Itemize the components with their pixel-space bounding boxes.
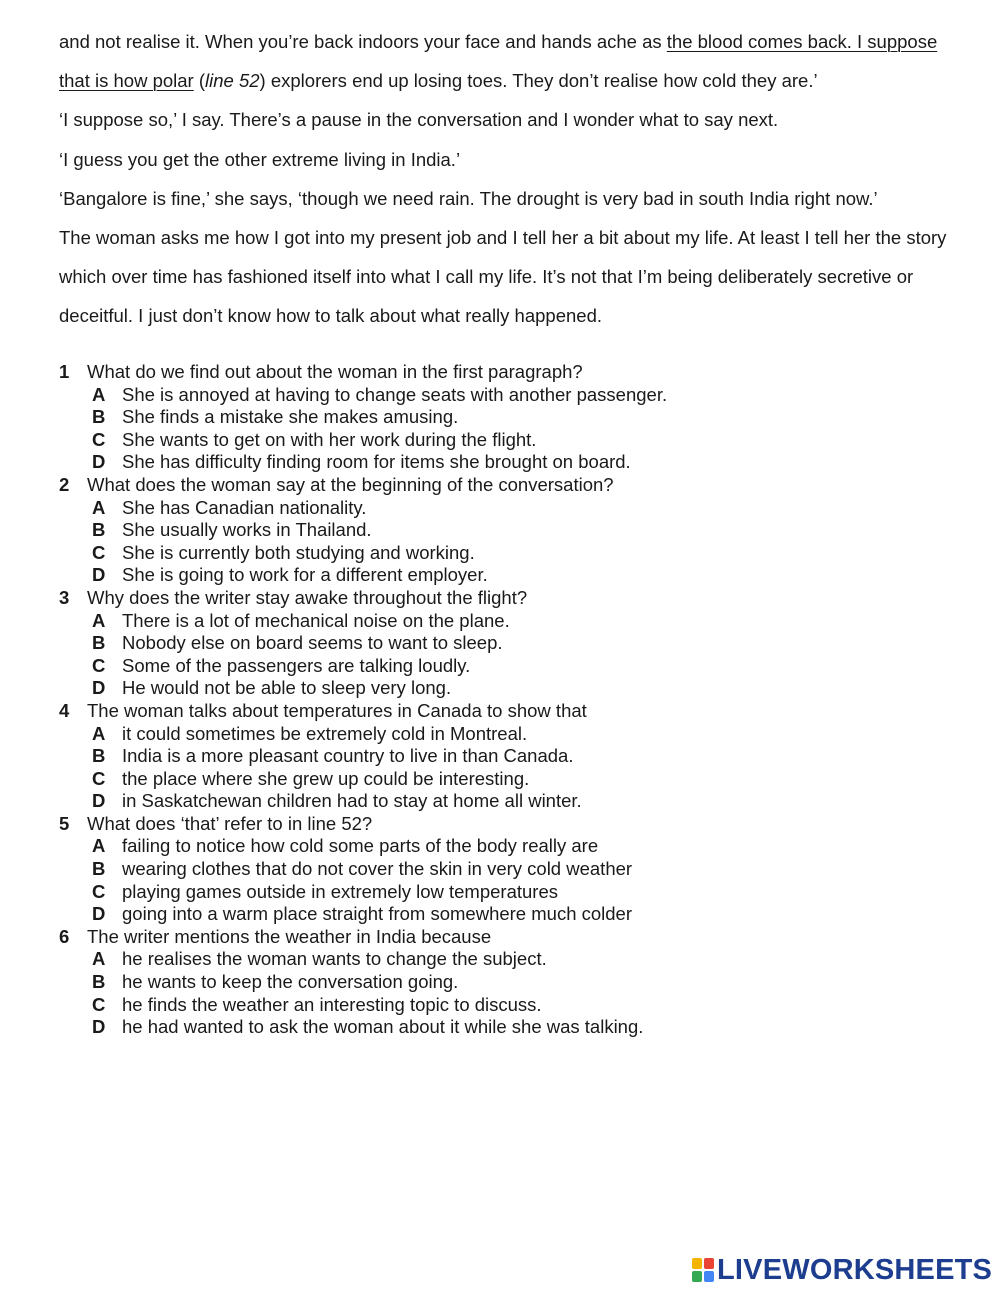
option-text: failing to notice how cold some parts of the body really are <box>122 835 599 857</box>
logo-square <box>704 1258 714 1269</box>
option-letter: D <box>92 903 106 925</box>
option-letter: D <box>92 790 106 812</box>
option-text: She finds a mistake she makes amusing. <box>122 406 459 428</box>
option-letter: D <box>92 1016 106 1038</box>
option-text: She usually works in Thailand. <box>122 519 372 541</box>
question-stem <box>59 700 959 723</box>
question-4 <box>59 700 959 813</box>
option-text: She is annoyed at having to change seats with another passenger. <box>122 383 668 405</box>
answer-option[interactable] <box>59 632 959 655</box>
option-letter: A <box>92 609 106 631</box>
option-text: She has Canadian nationality. <box>122 496 367 518</box>
logo-square <box>704 1271 714 1282</box>
option-letter: A <box>92 948 106 970</box>
option-letter: D <box>92 564 106 586</box>
logo-square <box>692 1258 702 1269</box>
answer-option[interactable] <box>59 835 959 858</box>
question-text: Why does the writer stay awake throughout the flight? <box>87 586 528 608</box>
option-letter: B <box>92 971 106 993</box>
question-stem <box>59 926 959 949</box>
option-letter: B <box>92 519 106 541</box>
question-stem <box>59 361 959 384</box>
option-letter: C <box>92 654 106 676</box>
option-text: going into a warm place straight from somewhere much colder <box>122 903 633 925</box>
option-letter: C <box>92 428 106 450</box>
question-number: 4 <box>59 699 70 721</box>
option-text: he realises the woman wants to change the subject. <box>122 948 547 970</box>
question-1 <box>59 361 959 474</box>
option-letter: A <box>92 496 106 518</box>
option-letter: B <box>92 632 106 654</box>
option-text: he had wanted to ask the woman about it while she was talking. <box>122 1016 644 1038</box>
passage-paragraph: ‘Bangalore is fine,’ she says, ‘though we need rain. The drought is very bad in south India right now.’ <box>59 187 878 209</box>
option-letter: D <box>92 451 106 473</box>
option-text: There is a lot of mechanical noise on the plane. <box>122 609 510 631</box>
question-text: What do we find out about the woman in the first paragraph? <box>87 361 583 382</box>
option-letter: A <box>92 835 106 857</box>
option-text: Nobody else on board seems to want to sleep. <box>122 632 503 654</box>
option-text: She is currently both studying and working. <box>122 541 475 563</box>
answer-option[interactable] <box>59 948 959 971</box>
question-text: The woman talks about temperatures in Canada to show that <box>87 699 587 721</box>
logo-icon <box>692 1258 714 1282</box>
question-text: The writer mentions the weather in India because <box>87 925 492 947</box>
answer-option[interactable] <box>59 723 959 746</box>
option-text: He would not be able to sleep very long. <box>122 677 452 699</box>
option-letter: C <box>92 880 106 902</box>
answer-option[interactable] <box>59 564 959 587</box>
liveworksheets-logo <box>692 1255 992 1285</box>
question-list <box>59 361 959 1039</box>
option-text: playing games outside in extremely low temperatures <box>122 880 558 902</box>
option-letter: D <box>92 677 106 699</box>
question-3 <box>59 587 959 700</box>
answer-option[interactable] <box>59 1016 959 1039</box>
answer-option[interactable] <box>59 542 959 565</box>
answer-option[interactable] <box>59 971 959 994</box>
option-letter: C <box>92 993 106 1015</box>
passage-paragraph: ‘I suppose so,’ I say. There’s a pause in the conversation and I wonder what to say next. <box>59 109 779 131</box>
question-number: 2 <box>59 473 70 495</box>
option-letter: C <box>92 767 106 789</box>
option-text: She is going to work for a different employer. <box>122 564 488 586</box>
option-text: in Saskatchewan children had to stay at home all winter. <box>122 790 582 812</box>
answer-option[interactable] <box>59 406 959 429</box>
option-letter: B <box>92 858 106 880</box>
answer-option[interactable] <box>59 903 959 926</box>
question-stem <box>59 474 959 497</box>
option-text: She wants to get on with her work during the flight. <box>122 428 537 450</box>
passage-text: ) explorers end up losing toes. They don’t realise how cold they are.’ <box>259 70 818 92</box>
answer-option[interactable] <box>59 519 959 542</box>
question-number: 5 <box>59 812 70 834</box>
passage-text: ( <box>193 70 206 92</box>
question-2 <box>59 474 959 587</box>
option-text: he wants to keep the conversation going. <box>122 971 459 993</box>
answer-option[interactable] <box>59 768 959 791</box>
question-5 <box>59 813 959 926</box>
passage-text: and not realise it. When you’re back indoors your face and hands ache as <box>59 31 667 52</box>
question-stem <box>59 587 959 610</box>
option-text: it could sometimes be extremely cold in Montreal. <box>122 722 528 744</box>
question-number: 6 <box>59 925 70 947</box>
answer-option[interactable] <box>59 384 959 407</box>
logo-text: LIVEWORKSHEETS <box>717 1253 993 1286</box>
answer-option[interactable] <box>59 429 959 452</box>
answer-option[interactable] <box>59 497 959 520</box>
option-text: India is a more pleasant country to live in than Canada. <box>122 745 574 767</box>
passage-paragraph: ‘I guess you get the other extreme living in India.’ <box>59 148 461 170</box>
option-text: She has difficulty finding room for items she brought on board. <box>122 451 631 473</box>
line-reference: line 52 <box>205 70 260 92</box>
answer-option[interactable] <box>59 745 959 768</box>
answer-option[interactable] <box>59 790 959 813</box>
question-text: What does ‘that’ refer to in line 52? <box>87 812 373 834</box>
option-letter: A <box>92 722 106 744</box>
answer-option[interactable] <box>59 677 959 700</box>
answer-option[interactable] <box>59 994 959 1017</box>
option-letter: A <box>92 383 106 405</box>
passage-paragraph: The woman asks me how I got into my present job and I tell her a bit about my life. At least I tell her the story which over time has fashioned itself into what I call my life. It’s not that I’m being deliberately secretive or deceitful. I just don’t know how to talk about what really happened. <box>59 227 947 327</box>
question-number: 3 <box>59 586 70 608</box>
question-6 <box>59 926 959 1039</box>
answer-option[interactable] <box>59 655 959 678</box>
option-text: the place where she grew up could be interesting. <box>122 767 530 789</box>
question-stem <box>59 813 959 836</box>
option-letter: B <box>92 745 106 767</box>
option-letter: B <box>92 406 106 428</box>
logo-square <box>692 1271 702 1282</box>
option-text: Some of the passengers are talking loudly. <box>122 654 471 676</box>
option-text: he finds the weather an interesting topic to discuss. <box>122 993 542 1015</box>
question-text: What does the woman say at the beginning of the conversation? <box>87 473 614 495</box>
option-letter: C <box>92 541 106 563</box>
option-text: wearing clothes that do not cover the skin in very cold weather <box>122 858 633 880</box>
answer-option[interactable] <box>59 610 959 633</box>
question-number: 1 <box>59 361 70 382</box>
answer-option[interactable] <box>59 881 959 904</box>
underlined-phrase: the blood comes back. I suppose that is how polar <box>59 31 938 92</box>
reading-passage <box>59 22 959 336</box>
passage-paragraph <box>59 22 959 100</box>
answer-option[interactable] <box>59 858 959 881</box>
answer-option[interactable] <box>59 451 959 474</box>
